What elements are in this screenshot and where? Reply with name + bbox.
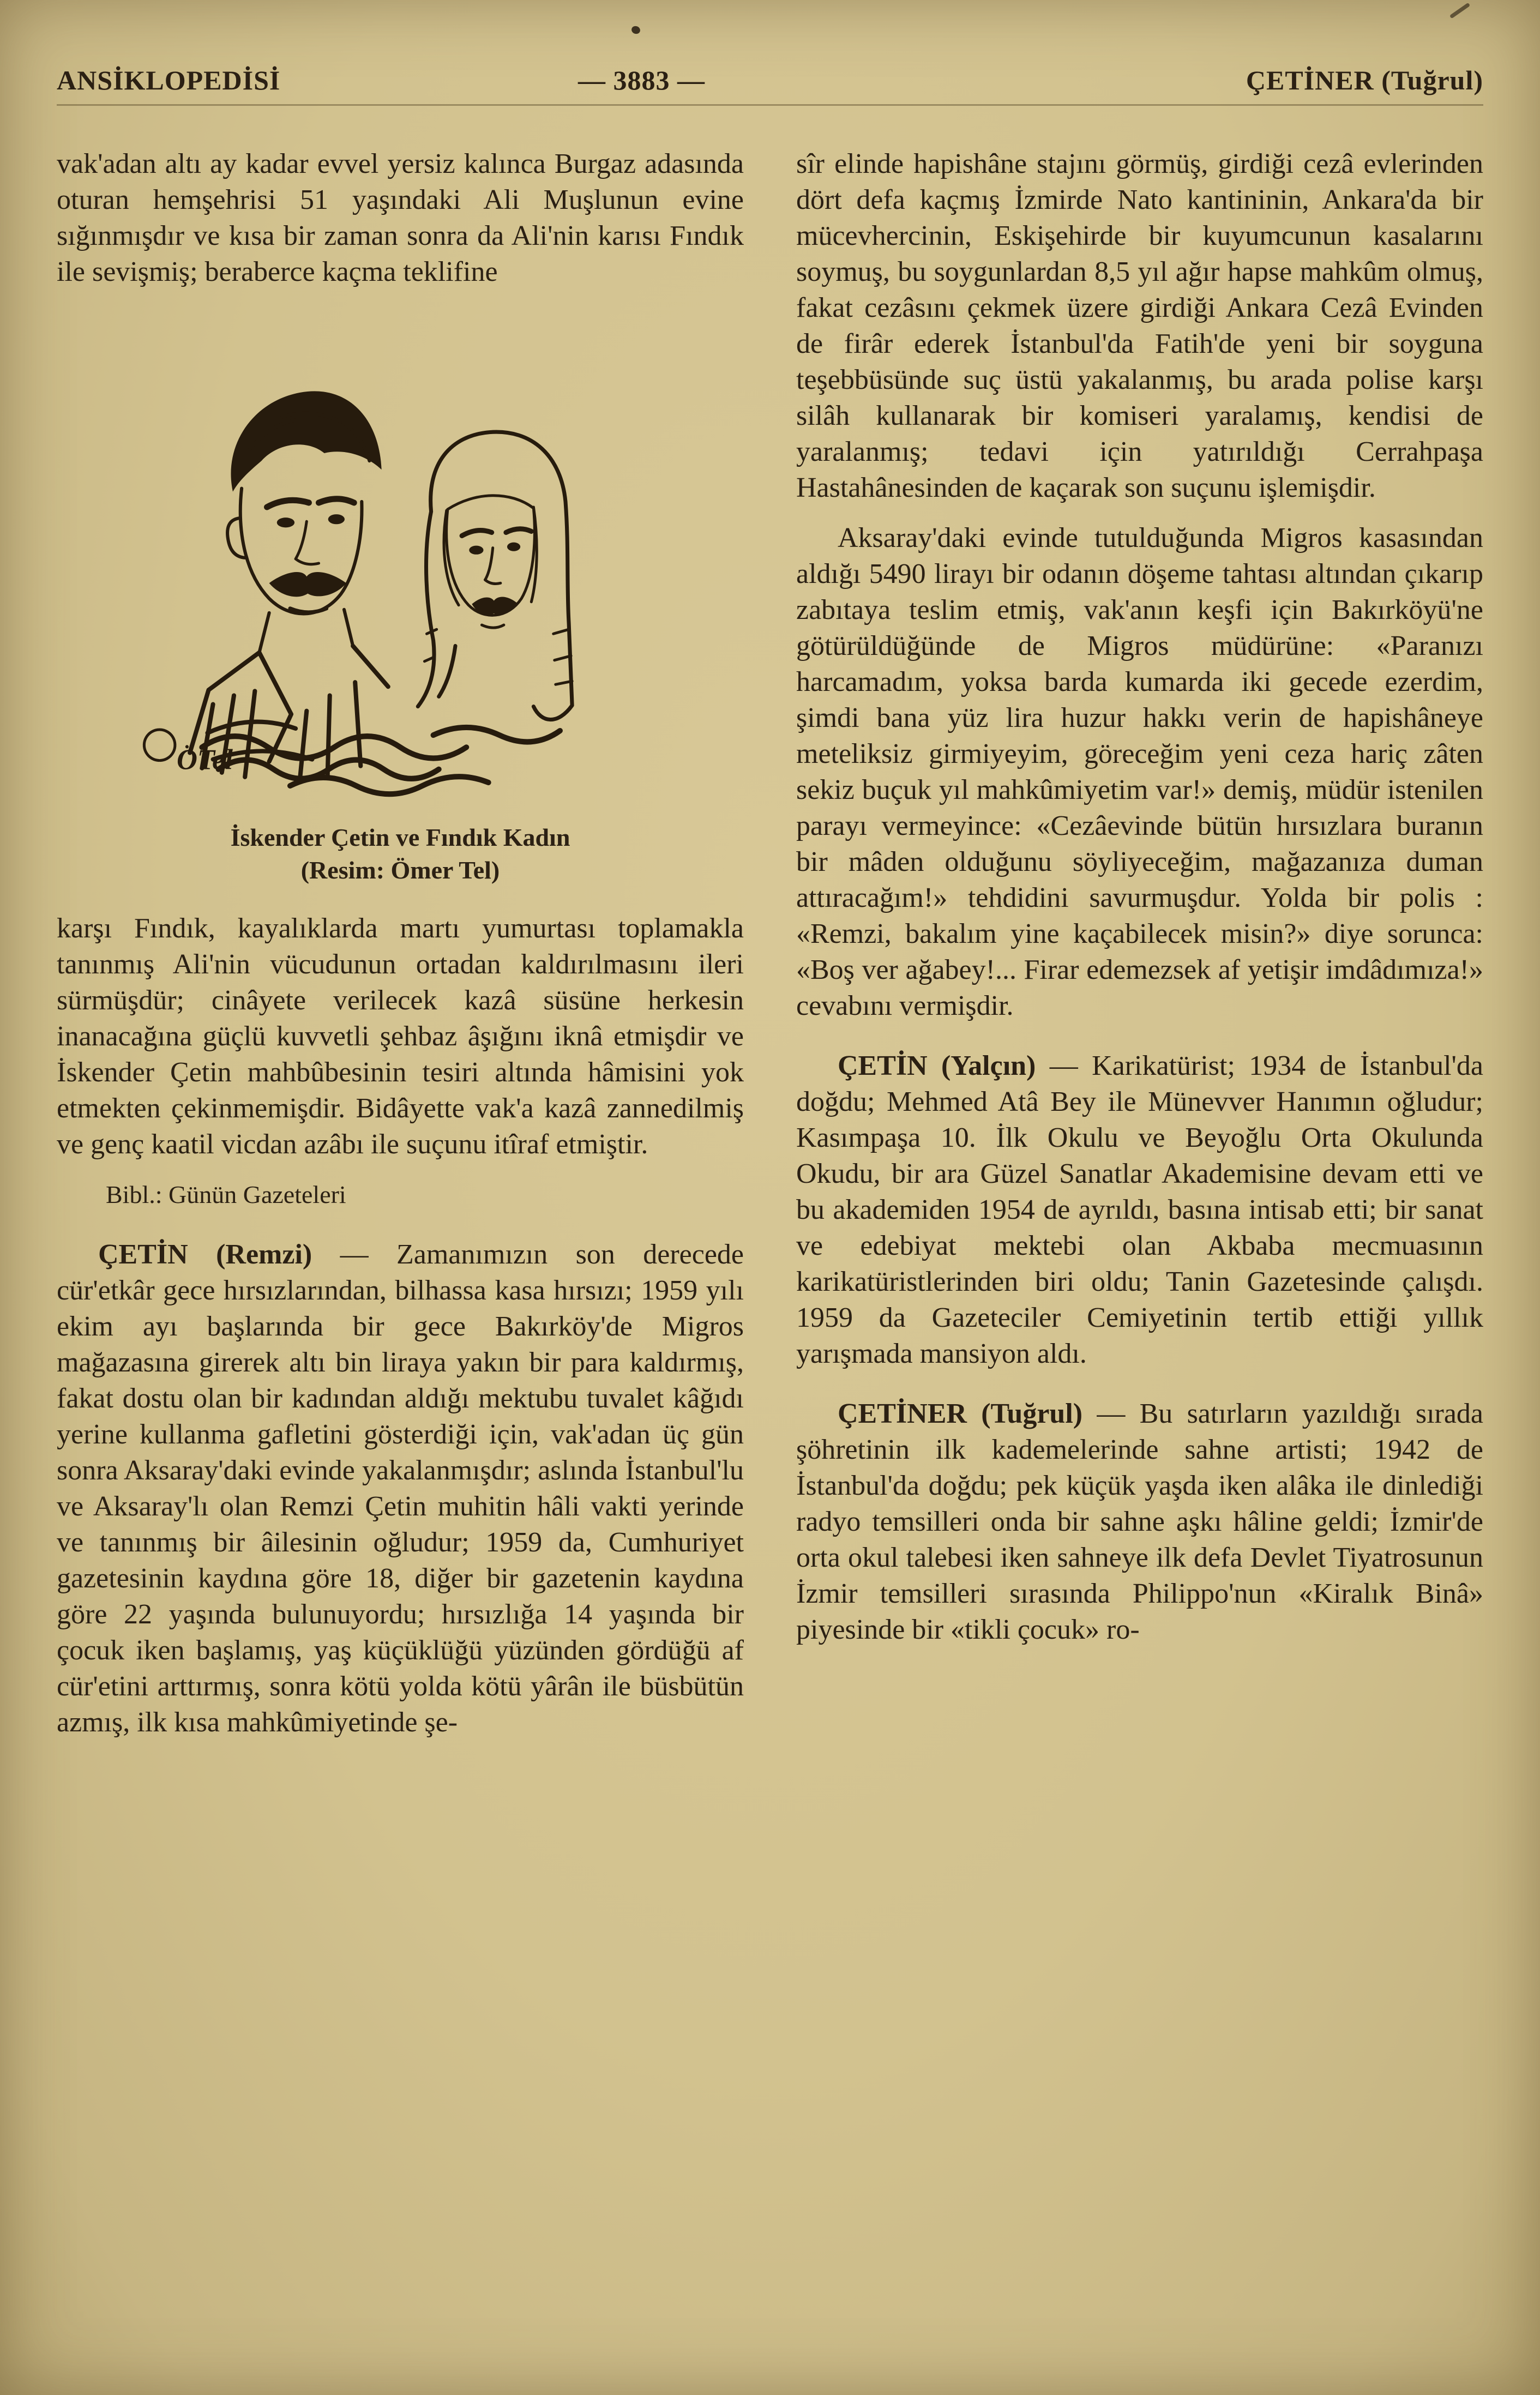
signature-text: ÖTel: [176, 744, 233, 776]
entry-title: ÇETİNER (Tuğrul): [838, 1398, 1083, 1429]
paragraph-continuation: karşı Fındık, kayalıklarda martı yumurtası toplamakla tanınmış Ali'nin vücudunun ortadan kaldırılmasını ileri sürmüşdür; cinâyete verilecek kazâ süsüne herkesin inanacağına güçlü kuvvetli şehbaz âşığını iknâ etmişdir ve İskender Çetin mahbûbesinin tesiri altında hâmisini yok etmekten çekinmemişdir. Bidâyette vak'a kazâ zannedilmiş ve genç kaatil vicdan azâbı ile suçunu itîraf etmiştir.: [57, 913, 744, 1160]
paragraph-continuation: vak'adan altı ay kadar evvel yersiz kalınca Burgaz adasında oturan hemşehrisi 51 yaşındaki Ali Muşlunun evine sığınmışdır ve kısa bir zaman sonra da Ali'nin karısı Fındık ile sevişmiş; beraberce kaçma teklifine: [57, 148, 744, 287]
entry-title: ÇETİN (Yalçın): [838, 1050, 1036, 1081]
entry-title: ÇETİN (Remzi): [98, 1239, 312, 1270]
entry-body: — Karikatürist; 1934 de İstanbul'da doğdu; Mehmed Atâ Bey ile Münevver Hanımın oğludur; Kasımpaşa 10. İlk Okulu ve Beyoğlu Orta Okulunda Okudu, bir ara Güzel Sanatlar Akademisine devam etti ve bu akademiden 1954 de ayrıldı, basına intisab etti; bir sanat ve edebiyat mektebi olan Akbaba mecmuasının karikatüristlerinden biri oldu; Tanin Gazetesinde çalışdı. 1959 da Gazeteciler Cemiyetinin tertib ettiği yıllık yarışmada mansiyon aldı.: [796, 1050, 1484, 1369]
entry-body: — Bu satırların yazıldığı sırada şöhretinin ilk kademelerinde sahne artisti; 1942 de İstanbul'da doğdu; pek küçük yaşda iken alâka ile dinlediği radyo temsilleri onda bir sahne aşkı hâline geldi; İzmir'de orta okul talebesi iken sahneye ilk defa Devlet Tiyatrosunun İzmir temsilleri sırasında Philippo'nun «Kiralık Binâ» piyesinde bir «tikli çocuk» ro-: [796, 1398, 1483, 1645]
woman-portrait: [418, 432, 572, 719]
left-column: [57, 146, 744, 1755]
illustration-caption: [57, 821, 744, 887]
paragraph-continuation: sîr elinde hapishâne stajını görmüş, girdiği cezâ evlerinden dört defa kaçmış İzmirde Nato kantininin, Ankara'da bir mücevhercinin, Eskişehirde bir kuyumcunun kasalarını soymuş, bu soygunlardan 8,5 yıl ağır hapse mahkûm olmuş, fakat cezâsını çekmek üzere girdiği Ankara Cezâ Evinden de firâr ederek İstanbul'da Fatih'de yeni bir soyguna teşebbüsünde suç üstü yakalanmış, bu arada polise karşı silâh kullanarak bir komiseri yaralamış, kendisi de yaralanmış; tedavi için yatırıldığı Cerrahpaşa Hastahânesinden de kaçarak son suçunu işlemişdir.: [796, 148, 1483, 503]
header-entry-title: ÇETİNER (Tuğrul): [1246, 65, 1483, 95]
entry-body: — Zamanımızın son derecede cür'etkâr gece hırsızlarından, bilhassa kasa hırsızı; 1959 yılı ekim ayı başlarında bir gece Bakırköy'de Migros mağazasına girerek altı bin liraya yakın bir para kaldırmış, fakat dostu olan bir kadından aldığı mektubu tuvalet kâğıdı yerine kullanma gafletini gösterdiği için, vak'adan üç gün sonra Aksaray'daki evinde yakalanmışdır; aslında İstanbul'lu ve Aksaray'lı olan Remzi Çetin muhitin hâli vakti yerinde ve tanınmış bir âilesinin oğludur; 1959 da, Cumhuriyet gazetesinin kaydına göre 18, diğer bir gazetenin kaydına göre 22 yaşında bulunuyordu; hırsızlığa 14 yaşında bir çocuk iken başlamış, yaş küçüklüğü yüzünden gördüğü af cür'etini arttırmış, sonra kötü yolda kötü yârân ile büsbütün azmış, ilk kısa mahkûmiyetinde şe-: [57, 1239, 744, 1738]
ink-speck: [630, 25, 641, 35]
caption-line-1: İskender Çetin ve Fındık Kadın: [230, 823, 570, 851]
scan-artifact-mark: [1449, 3, 1470, 19]
portrait-illustration: [125, 325, 676, 805]
entry-cetiner-tugrul: [796, 1396, 1483, 1648]
bibliography-line: Bibl.: Günün Gazeteleri: [106, 1181, 346, 1208]
illustration-figure: [57, 325, 744, 887]
man-portrait: [190, 391, 388, 778]
right-column: [796, 146, 1483, 1755]
page-number: — 3883 —: [578, 65, 706, 95]
entry-cetin-yalcin: [796, 1048, 1483, 1372]
page-header: [57, 64, 1483, 106]
header-publication-title: ANSİKLOPEDİSİ: [57, 65, 281, 95]
entry-cetin-remzi: [57, 1237, 744, 1741]
body-scribbles: [202, 727, 560, 794]
paragraph: Aksaray'daki evinde tutulduğunda Migros kasasından aldığı 5490 lirayı bir odanın döşeme tahtası altından çıkarıp zabıtaya teslim etmiş, vak'anın keşfi için Bakırköyü'ne götürüldüğünde de Migros müdürüne: «Paranızı harcamadım, yoksa barda kumarda iki gecede ezerdim, şimdi bana yüz lira huzur hakkı verin de hapishâneye meteliksiz girmiyeyim, göreceğim yeni ceza hariç zâten sekiz buçuk yıl mahkûmiyetim var!» demiş, müdür istenilen parayı vermeyince: «Cezâevinde bütün hırsızlara buranın bir mâden olduğunu söyliyeceğim, mağazanıza duman attıracağım!» tehdidini savurmuşdur. Yolda bir polis : «Remzi, bakalım yine kaçabilecek misin?» diye sorunca: «Boş ver ağabey!... Firar edemezsek af yetişir imdâdımıza!» cevabını vermişdir.: [796, 522, 1483, 1021]
text-columns: [57, 146, 1483, 1755]
caption-line-2: (Resim: Ömer Tel): [300, 856, 500, 884]
